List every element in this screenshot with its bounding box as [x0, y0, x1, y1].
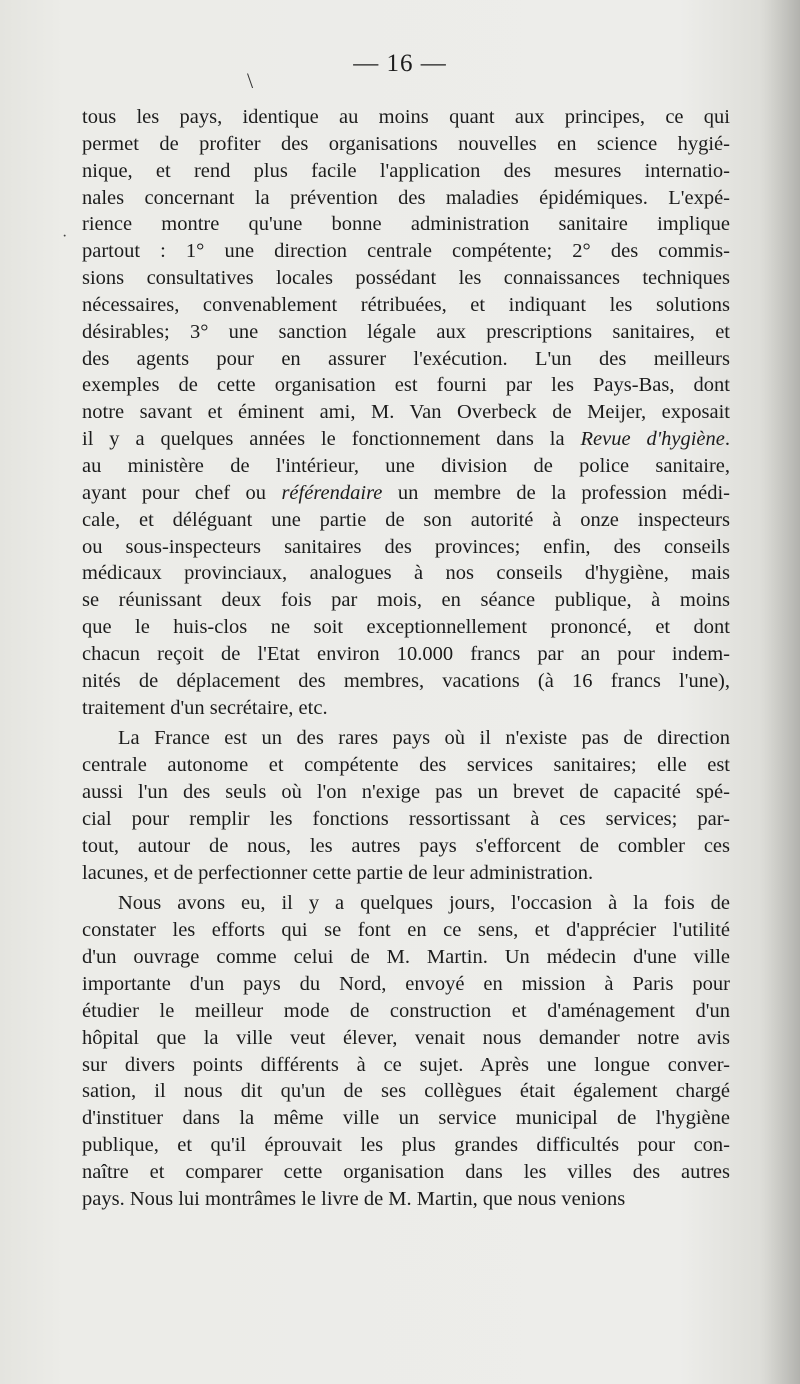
text-line: chacun reçoit de l'Etat environ 10.000 francs par an pour indem-: [82, 642, 730, 665]
text-line: Nous avons eu, il y a quelques jours, l'occasion à la fois de: [118, 892, 730, 915]
text-line: médicaux provinciaux, analogues à nos conseils d'hygiène, mais: [82, 562, 730, 585]
paragraph: [82, 890, 730, 1212]
text-line: étudier le meilleur mode de construction et d'aménagement d'un: [82, 999, 730, 1022]
text-line: nique, et rend plus facile l'application des mesures internatio-: [82, 159, 730, 182]
margin-dot: ·: [62, 228, 68, 245]
text-line: naître et comparer cette organisation dans les villes des autres: [82, 1160, 730, 1183]
text-line: d'un ouvrage comme celui de M. Martin. Un médecin d'une ville: [82, 946, 730, 969]
text-line: sions consultatives locales possédant les connaissances techniques: [82, 267, 730, 290]
text-line: aussi l'un des seuls où l'on n'exige pas un brevet de capacité spé-: [82, 781, 730, 804]
paragraph: [82, 725, 730, 886]
text-line: désirables; 3° une sanction légale aux prescriptions sanitaires, et: [82, 320, 730, 343]
text-line: des agents pour en assurer l'exécution. L'un des meilleurs: [82, 347, 730, 370]
text-line: au ministère de l'intérieur, une division de police sanitaire,: [82, 454, 730, 477]
text-line: centrale autonome et compétente des services sanitaires; elle est: [82, 754, 730, 777]
text-line: pays. Nous lui montrâmes le livre de M. Martin, que nous venions: [82, 1187, 626, 1210]
pencil-tick-mark: \: [247, 68, 254, 93]
text-line: traitement d'un secrétaire, etc.: [82, 696, 328, 719]
text-line: La France est un des rares pays où il n'existe pas de direction: [118, 727, 730, 750]
text-line: cial pour remplir les fonctions ressortissant à ces services; par-: [82, 807, 730, 830]
text-line: ou sous-inspecteurs sanitaires des provinces; enfin, des conseils: [82, 535, 730, 558]
text-line: d'instituer dans la même ville un service municipal de l'hygiène: [82, 1107, 730, 1130]
page-number: — 16 —: [353, 50, 447, 77]
body-text: [82, 104, 730, 1213]
text-line: ayant pour chef ou référendaire un membre de la profession médi-: [82, 481, 730, 504]
text-line: nécessaires, convenablement rétribuées, et indiquant les solutions: [82, 293, 730, 316]
text-line: sur divers points différents à ce sujet. Après une longue conver-: [82, 1053, 730, 1076]
text-line: tout, autour de nous, les autres pays s'efforcent de combler ces: [82, 834, 730, 857]
text-line: partout : 1° une direction centrale compétente; 2° des commis-: [82, 240, 730, 263]
text-line: hôpital que la ville veut élever, venait nous demander notre avis: [82, 1026, 730, 1049]
text-line: notre savant et éminent ami, M. Van Overbeck de Meijer, exposait: [82, 401, 730, 424]
text-line: nités de déplacement des membres, vacations (à 16 francs l'une),: [82, 669, 730, 692]
text-line: constater les efforts qui se font en ce sens, et d'apprécier l'utilité: [82, 919, 730, 942]
text-line: nales concernant la prévention des maladies épidémiques. L'expé-: [82, 186, 730, 209]
text-line: importante d'un pays du Nord, envoyé en mission à Paris pour: [82, 973, 730, 995]
text-line: publique, et qu'il éprouvait les plus grandes difficultés pour con-: [82, 1134, 730, 1157]
text-line: tous les pays, identique au moins quant aux principes, ce qui: [82, 106, 730, 128]
text-line: cale, et déléguant une partie de son autorité à onze inspecteurs: [82, 508, 730, 531]
text-line: que le huis-clos ne soit exceptionnellement prononcé, et dont: [82, 616, 730, 639]
text-line: permet de profiter des organisations nouvelles en science hygié-: [82, 132, 730, 155]
text-line: lacunes, et de perfectionner cette partie de leur administration.: [82, 861, 594, 884]
text-line: sation, il nous dit qu'un de ses collègues était également chargé: [82, 1080, 730, 1103]
text-line: exemples de cette organisation est fourni par les Pays-Bas, dont: [82, 374, 730, 397]
text-line: rience montre qu'une bonne administration sanitaire implique: [82, 213, 730, 236]
text-line: il y a quelques années le fonctionnement dans la Revue d'hygiène.: [82, 428, 730, 451]
page-edge-shadow: [760, 0, 800, 1384]
text-line: se réunissant deux fois par mois, en séance publique, à moins: [82, 589, 730, 612]
paragraph: [82, 104, 730, 721]
